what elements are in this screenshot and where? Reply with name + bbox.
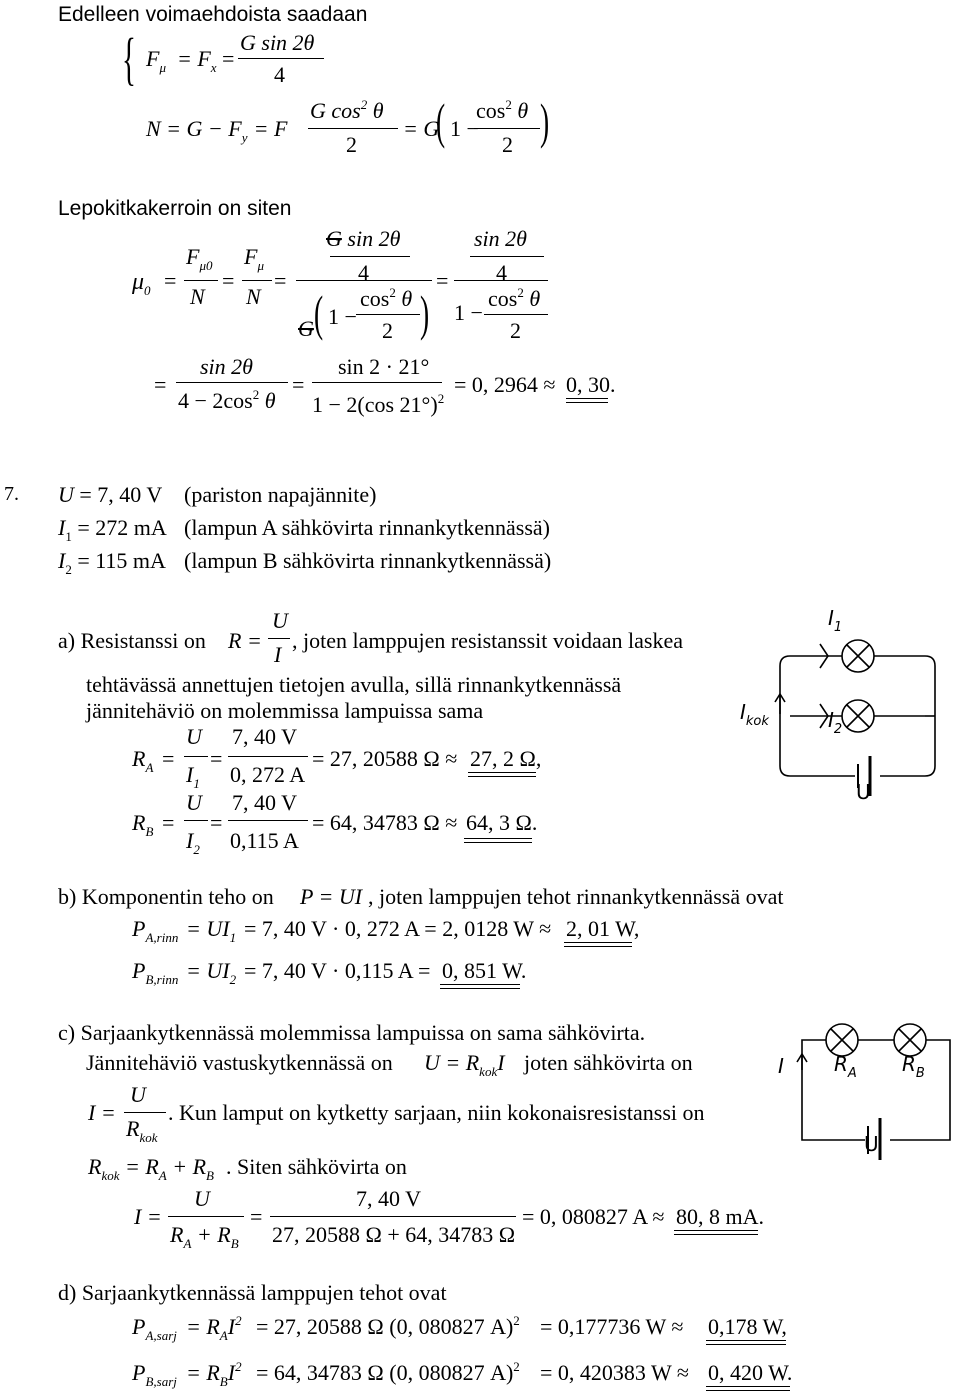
a-frac-bar <box>268 638 290 639</box>
l2-bar1 <box>176 382 288 383</box>
d-pa-final: 0,178 W, <box>708 1314 787 1339</box>
mu-rparen: ) <box>420 285 430 341</box>
mu-bar2 <box>242 280 272 281</box>
mu-n2: N <box>246 284 261 309</box>
mu-eq1: = <box>164 268 177 293</box>
c-i-den2: 27, 20588 Ω + 64, 34783 Ω <box>272 1222 516 1247</box>
a-frac-den: I <box>274 642 282 667</box>
mu-lparen: ( <box>314 285 324 341</box>
mu-two: 2 <box>382 318 393 343</box>
c1-ikok: $I_{kok}$ <box>740 700 769 729</box>
c-i-underline <box>674 1230 758 1235</box>
ra-eq2: = <box>210 746 223 771</box>
c-rkok-rest: . Siten sähkövirta on <box>226 1154 407 1179</box>
intro-forces: Edelleen voimaehdoista saadaan <box>58 3 368 26</box>
mu-eq4: = <box>436 268 449 293</box>
c2-ra: $R_A$ <box>834 1052 857 1081</box>
rb-underline <box>464 838 532 843</box>
mu-cos2-bar <box>484 314 548 315</box>
c1-u: U <box>856 780 871 804</box>
d-pb-rest: = 64, 34783 Ω (0, 080827 A)$^2$ <box>256 1359 520 1385</box>
pb-rinn: $P_{B,rinn}$ <box>132 958 179 987</box>
c-i-bar1 <box>168 1216 244 1217</box>
mu-frac2-inbar <box>330 256 410 257</box>
c-line2a: Jännitehäviö vastuskytkennässä on <box>86 1050 393 1075</box>
eq2-g: F <box>274 116 288 141</box>
i2-given: $I_2 = 115$ mA <box>58 548 166 577</box>
rb-bar1 <box>184 820 208 821</box>
c-rkok: $R_{kok} = R_A + R_B$ <box>88 1154 214 1183</box>
a-rest: , joten lamppujen resistanssit voidaan laskea <box>292 628 684 653</box>
pa-res: = 7, 40 V · 0, 272 A = 2, 0128 W ≈ <box>244 916 552 941</box>
brace: { <box>122 26 136 91</box>
d-pb-final: 0, 420 W. <box>708 1360 793 1385</box>
mu-cos: $\cos^2 \theta$ <box>360 285 413 311</box>
u-given: U = 7, 40 V <box>58 482 163 507</box>
d-pb: $P_{B,sarj}$ <box>132 1360 177 1389</box>
mu-cos-bar <box>356 314 420 315</box>
b-p-eq: P = UI <box>300 884 363 909</box>
l2-den2: 1 − 2(cos 21°)$^2$ <box>312 391 445 417</box>
c2-i: I <box>778 1054 784 1078</box>
c-i-den1: $R_A + R_B$ <box>170 1222 239 1251</box>
eq2-num: G $\cos^2 \theta$ <box>310 97 384 123</box>
d-pa-res: = 0,177736 W ≈ <box>540 1314 684 1339</box>
mu-frac3-inbar <box>470 256 544 257</box>
mu-eq3: = <box>274 268 287 293</box>
mu-f0: $F_{\mu 0}$ <box>186 244 213 273</box>
eq1-f: $F_\mu$ <box>146 46 166 75</box>
eq1-den: 4 <box>274 62 285 87</box>
c-i-eq: I = <box>88 1100 116 1125</box>
mu-frac2-bar <box>296 280 432 281</box>
rb-res: = 64, 34783 Ω ≈ <box>312 810 458 835</box>
c-line3: . Kun lamput on kytketty sarjaan, niin kokonaisresistanssi on <box>168 1100 705 1125</box>
a-frac-num: U <box>272 608 288 633</box>
c-i-final: 80, 8 mA. <box>676 1204 764 1229</box>
mu-f: $F_\mu$ <box>244 244 264 273</box>
c-line2b: joten sähkövirta on <box>524 1050 693 1075</box>
l2-eq2: = <box>292 372 305 397</box>
d-label: d) Sarjaankytkennässä lamppujen tehot ovat <box>58 1280 447 1305</box>
c2-rb: $R_B$ <box>902 1052 925 1081</box>
mu-one: 1 − <box>328 304 357 329</box>
ra-bar1 <box>184 756 208 757</box>
l2-num1: sin 2θ <box>200 354 253 379</box>
mu-eq2: = <box>222 268 235 293</box>
eq2-fracbar <box>308 128 398 129</box>
series-circuit-diagram <box>760 1010 960 1160</box>
c-i-eq2: I = <box>134 1204 162 1229</box>
c-i-num1: U <box>194 1186 210 1211</box>
ra-final: 27, 2 Ω, <box>470 746 542 771</box>
rb-eq2: = <box>210 810 223 835</box>
intro-friction: Lepokitkakerroin on siten <box>58 197 292 220</box>
mu-cos2: $\cos^2 \theta$ <box>488 285 541 311</box>
l2-res: = 0, 2964 ≈ <box>454 372 556 397</box>
rb-num: 7, 40 V <box>232 790 297 815</box>
eq1-eq: = <box>222 46 235 71</box>
l2-final: 0, 30. <box>566 372 616 397</box>
d-pb-expr: = $R_BI^2$ <box>186 1359 242 1389</box>
mu-frac2-numden: 4 <box>358 260 369 285</box>
l2-bar2 <box>312 382 442 383</box>
b-rest: , joten lamppujen tehot rinnankytkennässä ovat <box>368 884 784 909</box>
c1-i1: $I_1$ <box>828 606 843 635</box>
pa-expr: = $UI_1$ <box>186 916 237 945</box>
pb-expr: = $UI_2$ <box>186 958 237 987</box>
rb-bar2 <box>228 820 308 821</box>
l2-eq1: = <box>154 372 167 397</box>
eq2-lhs: $N = G - F_y$ <box>146 116 248 145</box>
pa-underline <box>564 942 632 947</box>
eq2-rparen: ) <box>540 93 550 149</box>
l2-num2: sin 2 · 21° <box>338 354 430 379</box>
a-line2: tehtävässä annettujen tietojen avulla, sillä rinnankytkennässä <box>86 672 622 697</box>
eq2-lparen: ( <box>436 93 446 149</box>
c-frac-num: U <box>130 1082 146 1107</box>
a-label: a) Resistanssi on <box>58 628 206 653</box>
eq2-inner-num: $\cos^2 \theta$ <box>476 97 529 123</box>
d-pa-underline <box>706 1340 786 1345</box>
eq2-eq1: = <box>255 116 268 141</box>
eq1-num: G sin 2θ <box>240 30 315 55</box>
i2-desc: (lampun B sähkövirta rinnankytkennässä) <box>184 548 552 573</box>
i1-given: $I_1 = 272$ mA <box>58 515 167 544</box>
l2-den1: $4 - 2\cos^2$ θ <box>178 387 276 413</box>
mu-two2: 2 <box>510 318 521 343</box>
ra-res: = 27, 20588 Ω ≈ <box>312 746 458 771</box>
a-line3: jännitehäviö on molemmissa lampuissa sama <box>86 698 484 723</box>
mu-frac3-num: sin 2θ <box>474 226 527 251</box>
c2-u: U <box>864 1132 879 1156</box>
mu-one2: 1 − <box>454 300 483 325</box>
i1-desc: (lampun A sähkövirta rinnankytkennässä) <box>184 515 550 540</box>
eq2-inner-bar <box>474 128 540 129</box>
eq2-inner-den: 2 <box>502 132 513 157</box>
mu-bar1 <box>184 280 218 281</box>
pb-final: 0, 851 W. <box>442 958 527 983</box>
pb-res: = 7, 40 V · 0,115 A = <box>244 958 431 983</box>
d-pa-expr: = $R_AI^2$ <box>186 1313 242 1343</box>
mu-frac3-bar <box>454 280 548 281</box>
eq2-one: 1 − <box>450 116 479 141</box>
c1-i2: $I_2$ <box>828 708 843 737</box>
a-r-eq: R = <box>228 628 262 653</box>
d-pb-res: = 0, 420383 W ≈ <box>540 1360 689 1385</box>
ra-underline <box>468 772 536 777</box>
rb-u: U <box>186 790 202 815</box>
ra-den: 0, 272 A <box>230 762 306 787</box>
c-i-eq3: = <box>250 1204 263 1229</box>
c-line2-eq: $U = R_{kok}I$ <box>424 1050 505 1079</box>
b-label: b) Komponentin teho on <box>58 884 274 909</box>
mu-frac3-numden: 4 <box>496 260 507 285</box>
d-pb-underline <box>706 1386 790 1391</box>
c-line1: c) Sarjaankytkennässä molemmissa lampuissa on sama sähkövirta. <box>58 1020 646 1045</box>
rb-den: 0,115 A <box>230 828 299 853</box>
rb-eq1: = <box>162 810 175 835</box>
mu-frac2-num: G sin 2θ <box>326 226 401 251</box>
mu-n1: N <box>190 284 205 309</box>
ra-eq1: = <box>162 746 175 771</box>
c-i-num2: 7, 40 V <box>356 1186 421 1211</box>
pb-underline <box>440 984 520 989</box>
l2-underline <box>566 398 608 403</box>
problem-number: 7. <box>4 483 19 505</box>
ra-bar2 <box>228 756 308 757</box>
u-desc: (pariston napajännite) <box>184 482 377 507</box>
rb: $R_B$ <box>132 810 154 839</box>
ra-num: 7, 40 V <box>232 724 297 749</box>
ra-u: U <box>186 724 202 749</box>
c-frac-den: $R_{kok}$ <box>126 1116 158 1145</box>
c-i-bar2 <box>270 1216 516 1217</box>
pa-rinn: $P_{A,rinn}$ <box>132 916 179 945</box>
pa-final: 2, 01 W, <box>566 916 640 941</box>
mu-g-cancel: G <box>298 316 314 341</box>
eq1-fracbar <box>238 58 324 59</box>
rb-final: 64, 3 Ω. <box>466 810 538 835</box>
mu0: $\mu_0$ <box>132 269 151 298</box>
ra: $R_A$ <box>132 746 154 775</box>
d-pa-rest: = 27, 20588 Ω (0, 080827 A)$^2$ <box>256 1313 520 1339</box>
rb-i2: $I_2$ <box>186 828 200 857</box>
eq2-rhs: = G <box>403 116 440 141</box>
eq2-den: 2 <box>346 132 357 157</box>
c-i-res: = 0, 080827 A ≈ <box>522 1204 665 1229</box>
d-pa: $P_{A,sarj}$ <box>132 1314 177 1343</box>
ra-i1: $I_1$ <box>186 762 200 791</box>
eq1-lhs: = $F_x$ <box>177 46 217 75</box>
c-frac-bar <box>124 1112 166 1113</box>
